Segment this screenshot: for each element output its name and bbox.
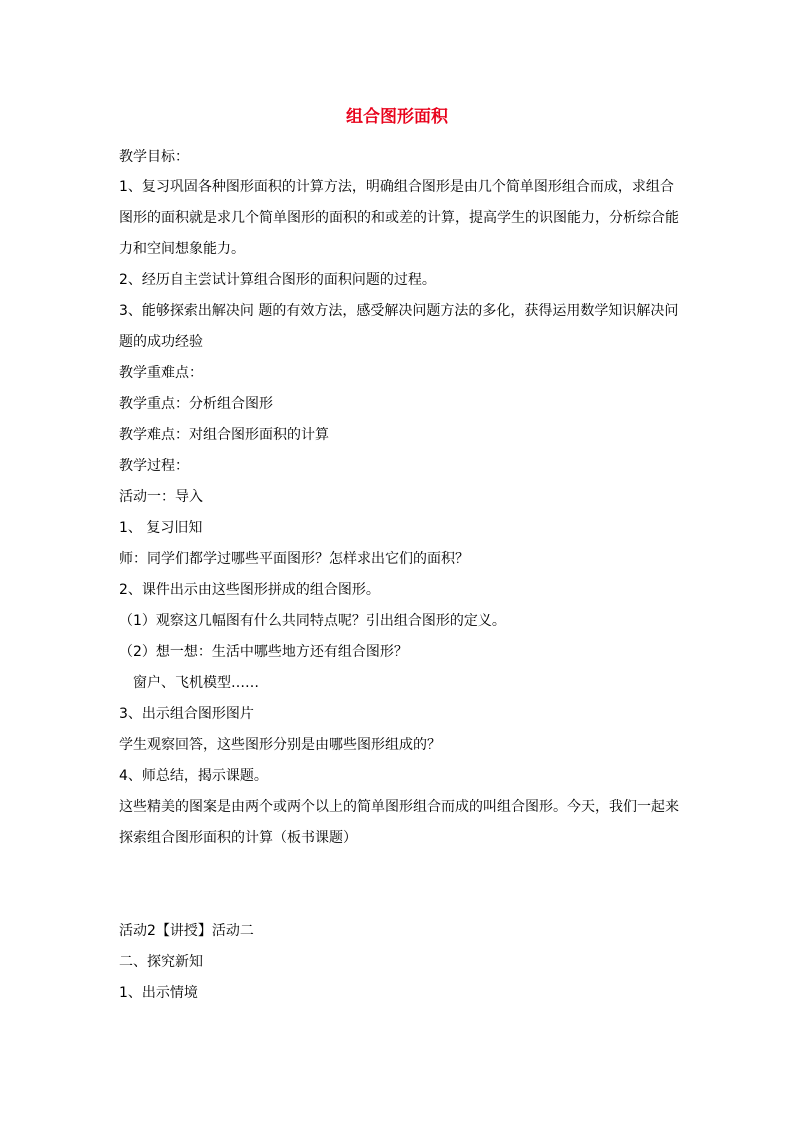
difficult-point: 教学难点：对组合图形面积的计算 — [119, 427, 329, 443]
step-4: 4、师总结，揭示课题。 — [119, 768, 268, 784]
review-heading: 1、 复习旧知 — [119, 520, 203, 536]
objective-3-line-1: 3、能够探索出解决问 题的有效方法，感受解决问题方法的多化，获得运用数学知识解决问 — [119, 303, 679, 319]
new-knowledge-step-1: 1、出示情境 — [119, 985, 198, 1001]
activity-1-heading: 活动一：导入 — [119, 489, 203, 505]
section-heading-process: 教学过程： — [119, 458, 189, 474]
step-2-sub-2: （2）想一想：生活中哪些地方还有组合图形？ — [119, 644, 408, 660]
section-heading-objectives: 教学目标： — [119, 149, 189, 165]
objective-1-line-3: 力和空间想象能力。 — [119, 241, 245, 257]
summary-line-2: 探索组合图形面积的计算（板书课题） — [119, 830, 357, 846]
summary-line-1: 这些精美的图案是由两个或两个以上的简单图形组合而成的叫组合图形。今天，我们一起来 — [119, 799, 679, 815]
teacher-question: 师：同学们都学过哪些平面图形？怎样求出它们的面积？ — [119, 551, 469, 567]
objective-1-line-2: 图形的面积就是求几个简单图形的面积的和或差的计算，提高学生的识图能力，分析综合能 — [119, 210, 679, 226]
step-3: 3、出示组合图形图片 — [119, 706, 254, 722]
step-2: 2、课件出示由这些图形拼成的组合图形。 — [119, 582, 380, 598]
objective-2: 2、经历自主尝试计算组合图形的面积问题的过程。 — [119, 272, 436, 288]
objective-3-line-2: 题的成功经验 — [119, 334, 203, 350]
student-observation: 学生观察回答，这些图形分别是由哪些图形组成的？ — [119, 737, 441, 753]
section-new-knowledge: 二、探究新知 — [119, 954, 203, 970]
step-2-examples: 窗户、飞机模型…… — [133, 675, 259, 691]
step-2-sub-1: （1）观察这几幅图有什么共同特点呢？引出组合图形的定义。 — [119, 613, 506, 629]
section-heading-key-points: 教学重难点： — [119, 365, 203, 381]
key-point: 教学重点：分析组合图形 — [119, 396, 273, 412]
objective-1-line-1: 1、复习巩固各种图形面积的计算方法，明确组合图形是由几个简单图形组合而成，求组合 — [119, 179, 674, 195]
activity-2-heading: 活动2【讲授】活动二 — [119, 923, 254, 939]
page-title: 组合图形面积 — [346, 107, 448, 127]
